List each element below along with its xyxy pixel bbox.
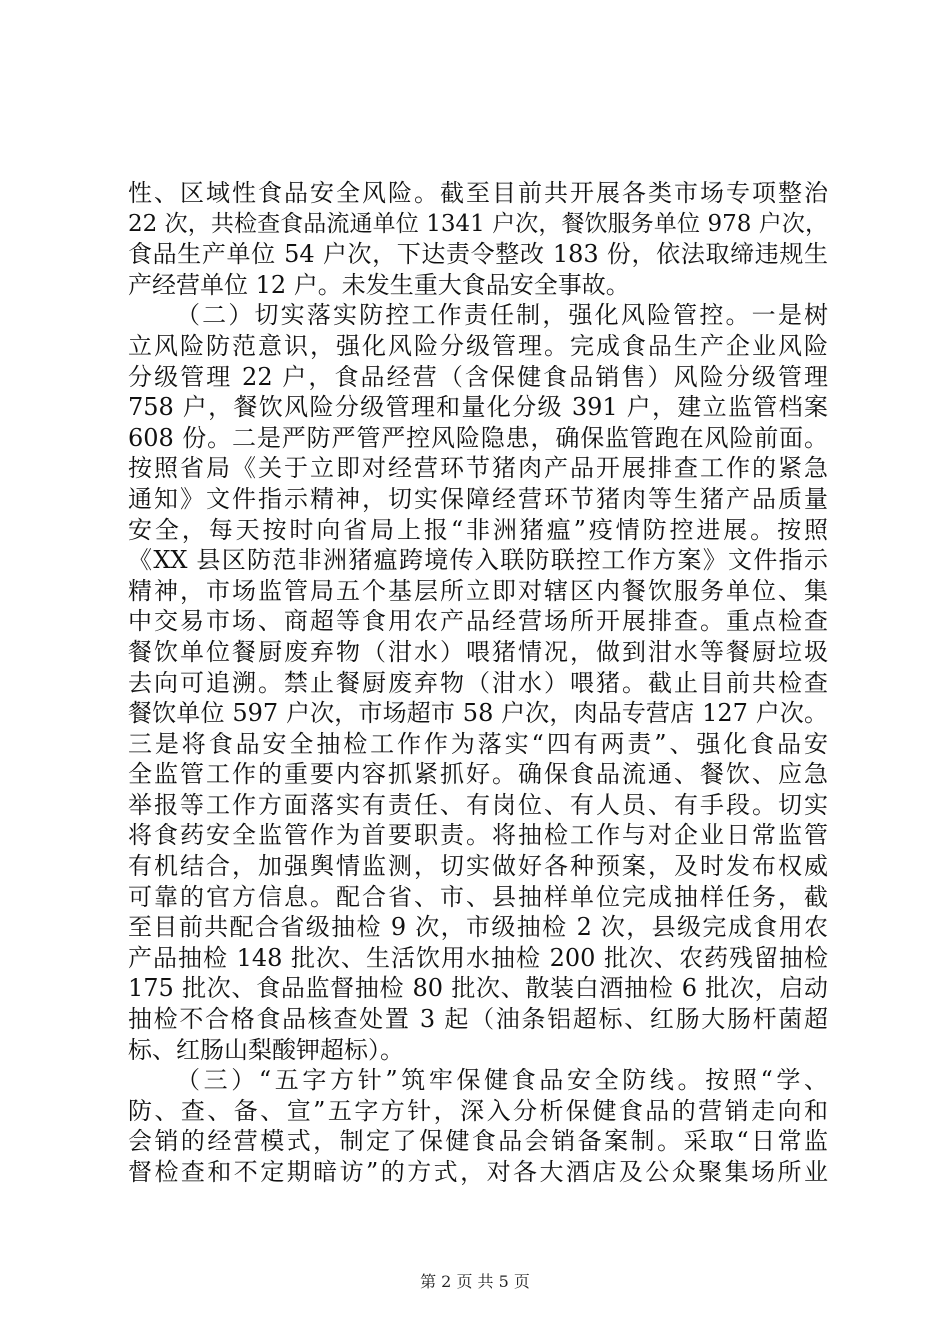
text-line: 产经营单位 12 户。未发生重大食品安全事故。 <box>128 270 630 299</box>
text-line: 《XX 县区防范非洲猪瘟跨境传入联防联控工作方案》文件指示 <box>128 546 828 575</box>
text-line: 精神，市场监管局五个基层所立即对辖区内餐饮服务单位、集 <box>128 576 828 605</box>
text-line: 食品生产单位 54 户次，下达责令整改 183 份，依法取缔违规生 <box>128 240 828 269</box>
body-text <box>128 178 828 1188</box>
text-line: 将食药安全监管作为首要职责。将抽检工作与对企业日常监管 <box>128 821 828 850</box>
text-line: 有机结合，加强舆情监测，切实做好各种预案，及时发布权威 <box>128 852 828 881</box>
text-line: 22 次，共检查食品流通单位 1341 户次，餐饮服务单位 978 户次， <box>128 210 828 237</box>
text-line: 安全，每天按时向省局上报“非洲猪瘟”疫情防控进展。按照 <box>128 515 828 544</box>
text-line: 餐饮单位餐厨废弃物（泔水）喂猪情况，做到泔水等餐厨垃圾 <box>128 637 828 666</box>
text-line: 产品抽检 148 批次、生活饮用水抽检 200 批次、农药残留抽检 <box>128 943 828 972</box>
text-line: 按照省局《关于立即对经营环节猪肉产品开展排查工作的紧急 <box>128 454 828 483</box>
text-line: 抽检不合格食品核查处置 3 起（油条铝超标、红肠大肠杆菌超 <box>128 1005 828 1034</box>
text-line: 举报等工作方面落实有责任、有岗位、有人员、有手段。切实 <box>128 790 828 819</box>
text-line: 三是将食品安全抽检工作作为落实“四有两责”、强化食品安 <box>128 729 828 758</box>
text-line: 通知》文件指示精神，切实保障经营环节猪肉等生猪产品质量 <box>128 484 828 513</box>
text-line: 至目前共配合省级抽检 9 次，市级抽检 2 次，县级完成食用农 <box>128 913 828 942</box>
text-line: （三）“五字方针”筑牢保健食品安全防线。按照“学、 <box>176 1066 828 1095</box>
text-line: 标、红肠山梨酸钾超标）。 <box>128 1035 404 1064</box>
text-line: 中交易市场、商超等食用农产品经营场所开展排查。重点检查 <box>128 607 828 636</box>
text-line: 758 户，餐饮风险分级管理和量化分级 391 户，建立监管档案 <box>128 393 828 422</box>
text-line: 餐饮单位 597 户次，市场超市 58 户次，肉品专营店 127 户次。 <box>128 699 828 728</box>
text-line: 性、区域性食品安全风险。截至目前共开展各类市场专项整治 <box>128 179 828 207</box>
text-line: 督检查和不定期暗访”的方式，对各大酒店及公众聚集场所业 <box>128 1158 828 1186</box>
text-line: 608 份。二是严防严管严控风险隐患，确保监管跑在风险前面。 <box>128 423 828 452</box>
text-line: 分级管理 22 户，食品经营（含保健食品销售）风险分级管理 <box>128 362 828 391</box>
text-line: 会销的经营模式，制定了保健食品会销备案制。采取“日常监 <box>128 1127 828 1156</box>
text-line: （二）切实落实防控工作责任制，强化风险管控。一是树 <box>176 301 828 330</box>
text-line: 立风险防范意识，强化风险分级管理。完成食品生产企业风险 <box>128 331 828 360</box>
text-line: 175 批次、食品监督抽检 80 批次、散装白酒抽检 6 批次，启动 <box>128 974 828 1003</box>
text-line: 全监管工作的重要内容抓紧抓好。确保食品流通、餐饮、应急 <box>128 760 828 789</box>
page-footer: 第 2 页 共 5 页 <box>420 1272 530 1291</box>
text-line: 可靠的官方信息。配合省、市、县抽样单位完成抽样任务，截 <box>128 882 828 911</box>
text-line: 防、查、备、宣”五字方针，深入分析保健食品的营销走向和 <box>128 1096 828 1125</box>
text-line: 去向可追溯。禁止餐厨废弃物（泔水）喂猪。截止目前共检查 <box>128 668 828 697</box>
